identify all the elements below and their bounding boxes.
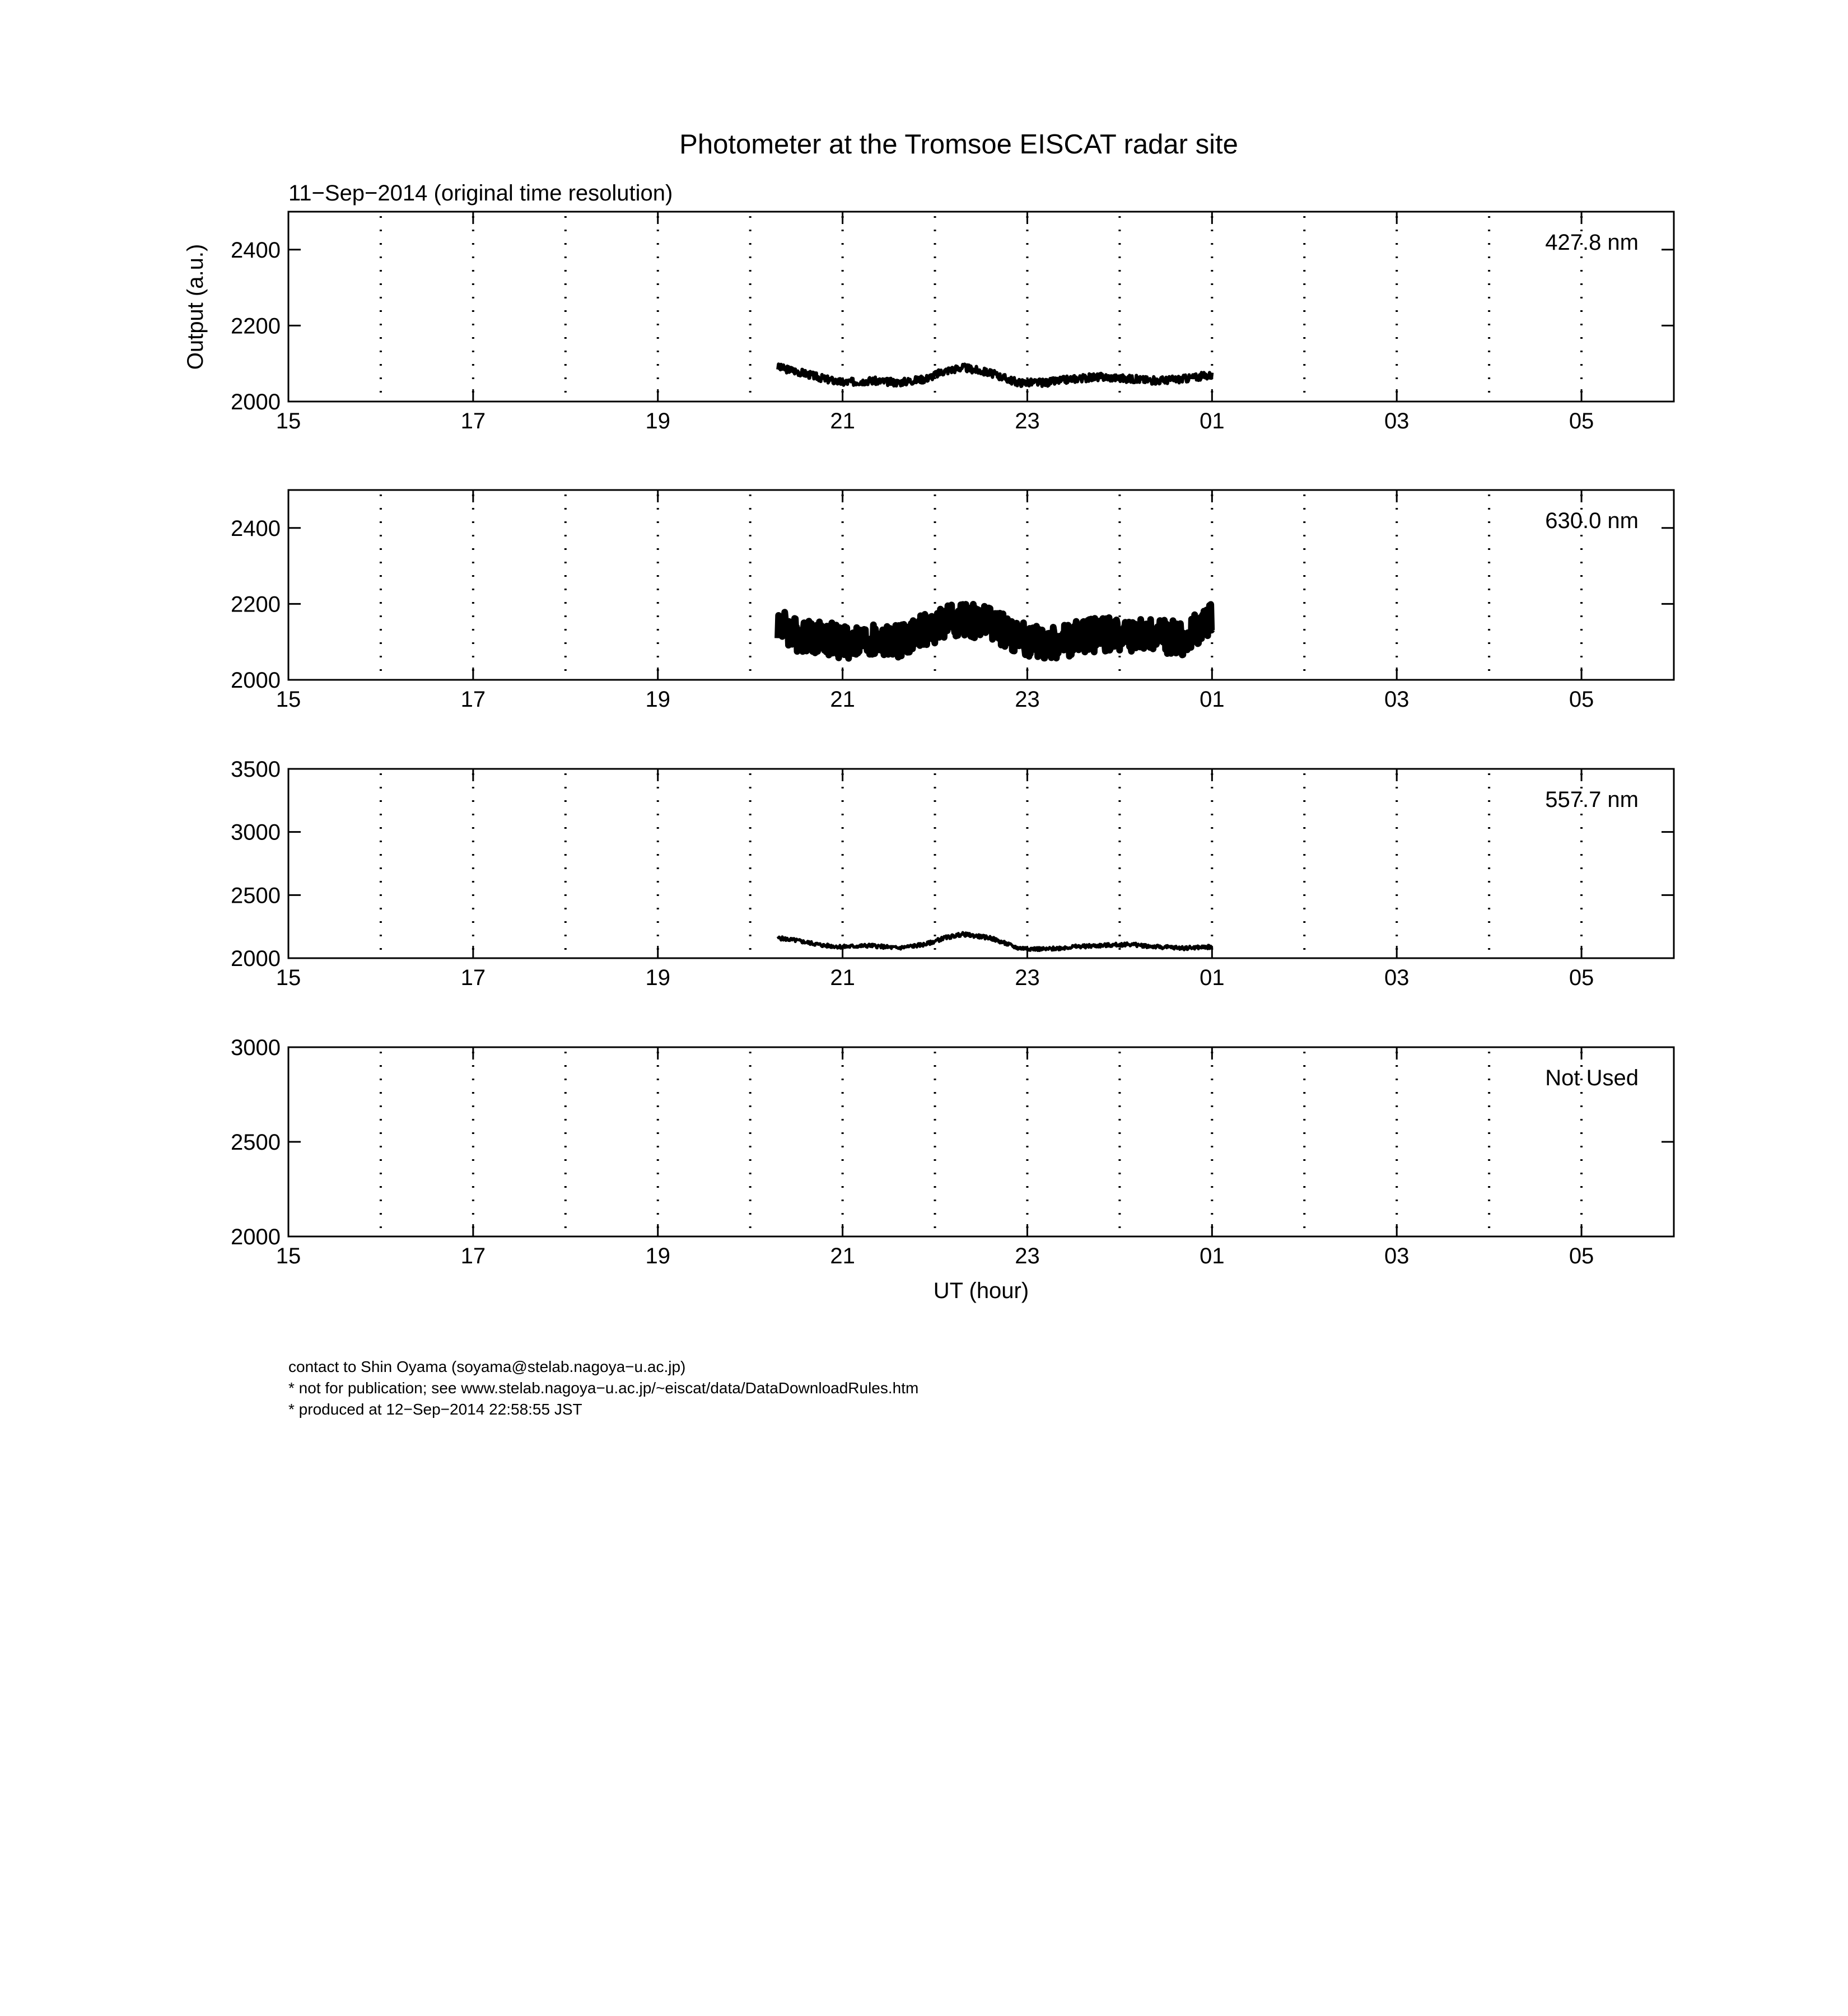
x-tick-label: 03 <box>1384 965 1410 990</box>
x-tick-label: 15 <box>276 687 301 712</box>
y-tick-label: 2500 <box>231 883 281 908</box>
y-tick-label: 2200 <box>231 592 281 617</box>
y-tick-label: 2500 <box>231 1130 281 1155</box>
y-tick-label: 2000 <box>231 668 281 693</box>
x-tick-label: 21 <box>830 965 855 990</box>
panel-label: Not Used <box>1545 1066 1639 1090</box>
panel-4 <box>231 1035 1674 1268</box>
x-tick-label: 01 <box>1200 965 1225 990</box>
x-tick-label: 19 <box>645 965 670 990</box>
y-tick-label: 2000 <box>231 946 281 971</box>
y-tick-label: 3000 <box>231 820 281 845</box>
x-tick-label: 17 <box>460 965 486 990</box>
x-tick-label: 01 <box>1200 687 1225 712</box>
x-tick-label: 19 <box>645 409 670 433</box>
x-tick-label: 23 <box>1015 687 1040 712</box>
footer-contact: contact to Shin Oyama (soyama@stelab.nagoya−u.ac.jp) <box>288 1358 686 1375</box>
panel-label: 630.0 nm <box>1545 508 1639 533</box>
chart-subtitle: 11−Sep−2014 (original time resolution) <box>288 181 673 206</box>
x-tick-label: 19 <box>645 687 670 712</box>
plot-frame <box>288 769 1674 958</box>
x-tick-label: 15 <box>276 965 301 990</box>
y-axis-label: Output (a.u.) <box>183 244 208 370</box>
x-tick-label: 23 <box>1015 965 1040 990</box>
x-tick-label: 01 <box>1200 409 1225 433</box>
x-tick-label: 21 <box>830 687 855 712</box>
plot-frame <box>288 490 1674 680</box>
x-tick-label: 17 <box>460 1244 486 1268</box>
panels <box>231 212 1674 1268</box>
x-tick-label: 05 <box>1569 409 1594 433</box>
x-tick-label: 03 <box>1384 687 1410 712</box>
x-tick-label: 23 <box>1015 409 1040 433</box>
panel-2 <box>231 490 1674 712</box>
panel-1 <box>231 212 1674 433</box>
y-tick-label: 2000 <box>231 1225 281 1249</box>
x-tick-label: 15 <box>276 1244 301 1268</box>
y-tick-label: 2000 <box>231 390 281 414</box>
data-series-trace <box>778 364 1212 386</box>
chart-title: Photometer at the Tromsoe EISCAT radar site <box>679 129 1238 160</box>
x-tick-label: 19 <box>645 1244 670 1268</box>
y-tick-label: 3000 <box>231 1035 281 1060</box>
x-tick-label: 03 <box>1384 409 1410 433</box>
footer-notice: * not for publication; see www.stelab.nagoya−u.ac.jp/~eiscat/data/DataDownloadRules.htm <box>288 1379 919 1397</box>
x-tick-label: 01 <box>1200 1244 1225 1268</box>
y-tick-label: 2200 <box>231 314 281 339</box>
x-tick-label: 05 <box>1569 1244 1594 1268</box>
y-tick-label: 2400 <box>231 516 281 541</box>
x-tick-label: 21 <box>830 1244 855 1268</box>
data-series-trace <box>778 604 1212 659</box>
plot-frame <box>288 1047 1674 1236</box>
panel-3 <box>231 757 1674 990</box>
y-tick-label: 3500 <box>231 757 281 782</box>
x-tick-label: 21 <box>830 409 855 433</box>
x-tick-label: 03 <box>1384 1244 1410 1268</box>
panel-label: 427.8 nm <box>1545 230 1639 255</box>
x-tick-label: 17 <box>460 409 486 433</box>
panel-label: 557.7 nm <box>1545 787 1639 812</box>
x-tick-label: 17 <box>460 687 486 712</box>
x-tick-label: 05 <box>1569 965 1594 990</box>
y-tick-label: 2400 <box>231 237 281 263</box>
x-tick-label: 05 <box>1569 687 1594 712</box>
x-axis-label: UT (hour) <box>933 1278 1029 1303</box>
x-tick-label: 23 <box>1015 1244 1040 1268</box>
x-tick-label: 15 <box>276 409 301 433</box>
footer-produced: * produced at 12−Sep−2014 22:58:55 JST <box>288 1401 582 1418</box>
